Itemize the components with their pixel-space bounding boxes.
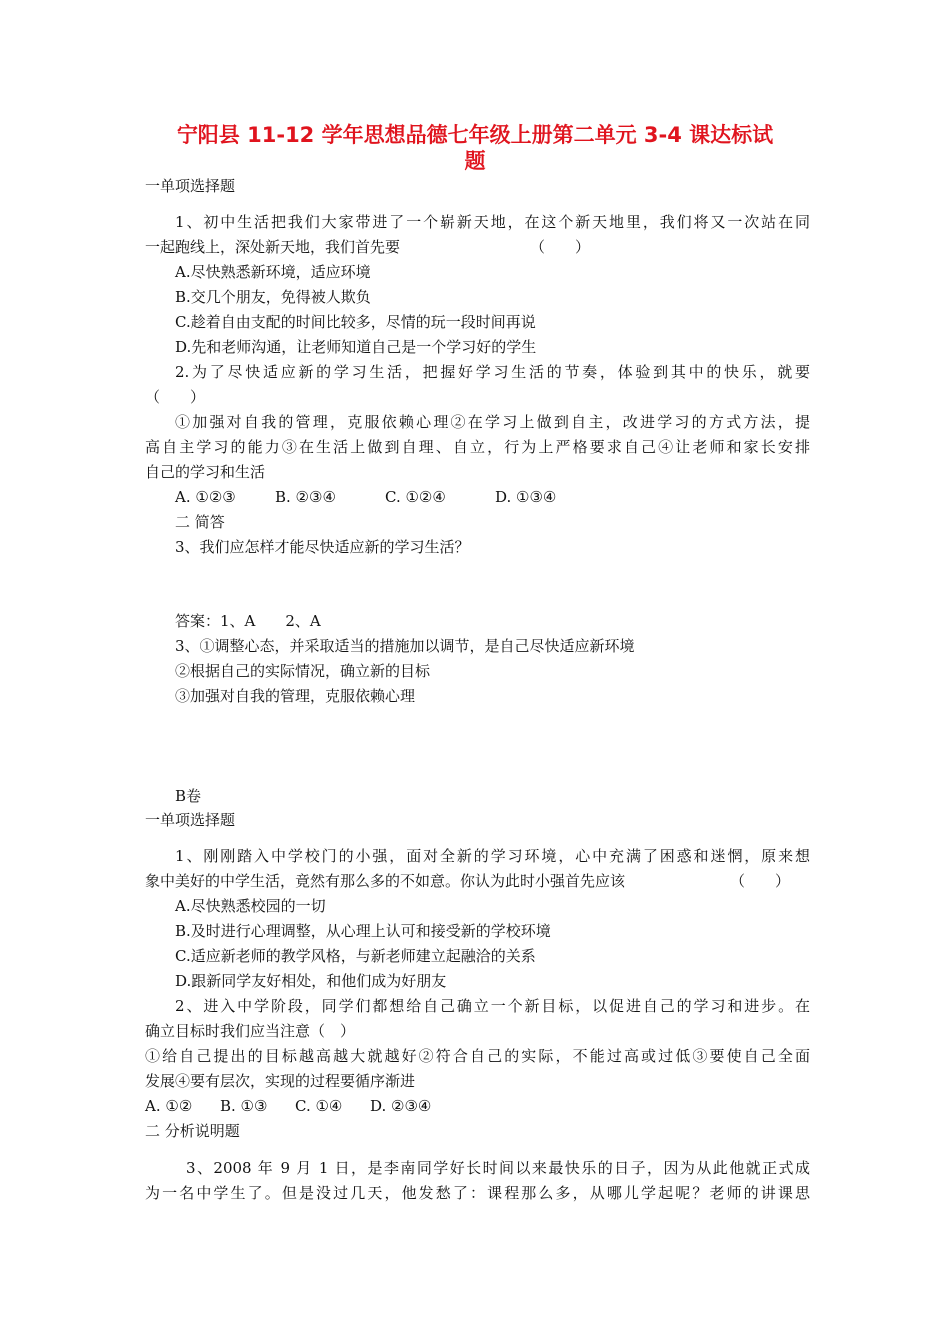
a-q3: 3、我们应怎样才能尽快适应新的学习生活？	[175, 538, 470, 556]
b-q2-statement-2: 发展④要有层次，实现的过程要循序渐进	[145, 1072, 416, 1090]
b-q2-option-d: D. ②③④	[370, 1097, 432, 1115]
b-q1-line-2	[145, 869, 810, 894]
b-q2-option-a: A. ①②	[145, 1097, 193, 1115]
a-q1-answer-paren: （ ）	[530, 238, 591, 256]
a-q1-line-2	[145, 235, 810, 260]
b-q3-line-1: 3、2008 年 9 月 1 日，是李南同学好长时间以来最快乐的日子，因为从此他就正式成	[186, 1159, 810, 1177]
b-q1-answer-paren: （ ）	[730, 872, 791, 890]
b-q2-option-c: C. ①④	[295, 1097, 343, 1115]
a-q1-option-a: A.尽快熟悉新环境，适应环境	[175, 263, 371, 281]
a-q1-option-b: B.交几个朋友，免得被人欺负	[175, 288, 371, 306]
a-answer-line-3: ②根据自己的实际情况，确立新的目标	[175, 662, 431, 680]
a-q2-statement-1: ①加强对自我的管理，克服依赖心理②在学习上做到自主，改进学习的方式方法，提	[175, 413, 810, 431]
b-q2-line-2: 确立目标时我们应当注意（ ）	[145, 1022, 356, 1040]
a-q2-line-1: 2.为了尽快适应新的学习生活，把握好学习生活的节奏，体验到其中的快乐，就要	[175, 363, 810, 381]
section-b-heading: 一单项选择题	[145, 811, 236, 829]
b-q1-option-c: C.适应新老师的教学风格，与新老师建立起融洽的关系	[175, 947, 536, 965]
a-answer-line-1: 答案：1、A 2、A	[175, 612, 321, 630]
b-q3-line-2: 为一名中学生了。但是没过几天，他发愁了：课程那么多，从哪儿学起呢？老师的讲课思	[145, 1184, 810, 1202]
b-q2-statement-1: ①给自己提出的目标越高越大就越好②符合自己的实际，不能过高或过低③要使自己全面	[145, 1047, 810, 1065]
document-title-line-1: 宁阳县 11-12 学年思想品德七年级上册第二单元 3-4 课达标试	[176, 123, 774, 147]
b-q1-line-1: 1、刚刚踏入中学校门的小强，面对全新的学习环境，心中充满了困惑和迷惘，原来想	[175, 847, 810, 865]
section-a-heading: 一单项选择题	[145, 177, 236, 195]
b-q2-option-b: B. ①③	[220, 1097, 268, 1115]
a-q1-option-c: C.趁着自由支配的时间比较多，尽情的玩一段时间再说	[175, 313, 536, 331]
document-title-line-2: 题	[464, 149, 486, 173]
section-a-heading-2: 二 简答	[175, 513, 225, 531]
a-q2-line-2: （ ）	[145, 388, 206, 406]
section-b-label: B卷	[175, 787, 202, 805]
b-q2-line-1: 2、进入中学阶段，同学们都想给自己确立一个新目标，以促进自己的学习和进步。在	[175, 997, 810, 1015]
a-q2-options	[175, 485, 810, 510]
a-q2-option-d: D. ①③④	[495, 488, 557, 506]
a-q2-option-c: C. ①②④	[385, 488, 446, 506]
b-q1-option-b: B.及时进行心理调整，从心理上认可和接受新的学校环境	[175, 922, 551, 940]
b-q1-option-a: A.尽快熟悉校园的一切	[175, 897, 326, 915]
a-q1-option-d: D.先和老师沟通，让老师知道自己是一个学习好的学生	[175, 338, 537, 356]
a-q2-option-a: A. ①②③	[175, 488, 236, 506]
a-answer-line-4: ③加强对自我的管理，克服依赖心理	[175, 687, 416, 705]
section-b-heading-2: 二 分析说明题	[145, 1122, 240, 1140]
a-q2-option-b: B. ②③④	[275, 488, 336, 506]
b-q2-options	[145, 1094, 810, 1119]
a-q2-statement-2: 高自主学习的能力③在生活上做到自理、自立，行为上严格要求自己④让老师和家长安排	[145, 438, 810, 456]
b-q1-option-d: D.跟新同学友好相处，和他们成为好朋友	[175, 972, 447, 990]
a-q1-line-2-text: 一起跑线上，深处新天地，我们首先要	[145, 238, 401, 256]
a-q1-line-1: 1、初中生活把我们大家带进了一个崭新天地，在这个新天地里，我们将又一次站在同	[175, 213, 810, 231]
a-q2-statement-3: 自己的学习和生活	[145, 463, 266, 481]
a-answer-line-2: 3、①调整心态，并采取适当的措施加以调节，是自己尽快适应新环境	[175, 637, 635, 655]
b-q1-line-2-text: 象中美好的中学生活，竟然有那么多的不如意。你认为此时小强首先应该	[145, 872, 626, 890]
